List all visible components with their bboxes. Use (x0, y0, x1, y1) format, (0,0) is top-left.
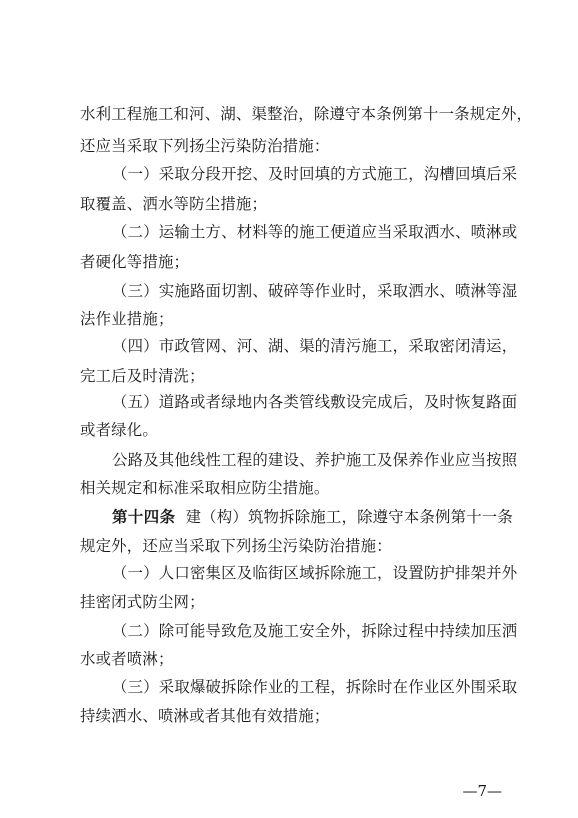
paragraph-line: （四）市政管网、河、湖、渠的清污施工，采取密闭清运， (112, 337, 518, 355)
paragraph-line: 公路及其他线性工程的建设、养护施工及保养作业应当按照 (112, 451, 518, 469)
paragraph-line: 完工后及时清洗； (80, 367, 205, 385)
paragraph-line: 或者绿化。 (80, 421, 158, 439)
paragraph-line: （五）道路或者绿地内各类管线敷设完成后，及时恢复路面 (112, 393, 518, 411)
paragraph-line: 取覆盖、洒水等防尘措施； (80, 195, 268, 213)
paragraph-line: （三）采取爆破拆除作业的工程，拆除时在作业区外围采取 (112, 678, 518, 696)
paragraph-line: （二）运输土方、材料等的施工便道应当采取洒水、喷淋或 (112, 223, 518, 241)
page-number: —7— (462, 782, 502, 800)
paragraph-line: （三）实施路面切割、破碎等作业时，采取洒水、喷淋等湿 (112, 282, 518, 300)
paragraph-line: （二）除可能导致危及施工安全外，拆除过程中持续加压洒 (112, 622, 518, 640)
paragraph-line: （一）采取分段开挖、及时回填的方式施工，沟槽回填后采 (112, 165, 518, 183)
paragraph-line: 水利工程施工和河、湖、渠整治，除遵守本条例第十一条规定外， (80, 105, 533, 123)
paragraph-line: 挂密闭式防尘网； (80, 593, 205, 611)
paragraph-line: 规定外，还应当采取下列扬尘污染防治措施： (80, 537, 392, 555)
paragraph-line: 持续洒水、喷淋或者其他有效措施； (80, 707, 330, 725)
paragraph-line: 法作业措施； (80, 310, 174, 328)
article-text: 建（构）筑物拆除施工，除遵守本条例第十一条 (185, 508, 513, 526)
article-heading: 第十四条 (112, 508, 176, 526)
paragraph-line: 还应当采取下列扬尘污染防治措施： (80, 137, 330, 155)
paragraph-line: 水或者喷淋； (80, 650, 174, 668)
paragraph-line: （一）人口密集区及临街区域拆除施工，设置防护排架并外 (112, 564, 518, 582)
article-line (112, 507, 513, 527)
paragraph-line: 者硬化等措施； (80, 253, 190, 271)
paragraph-line: 相关规定和标准采取相应防尘措施。 (80, 479, 330, 497)
